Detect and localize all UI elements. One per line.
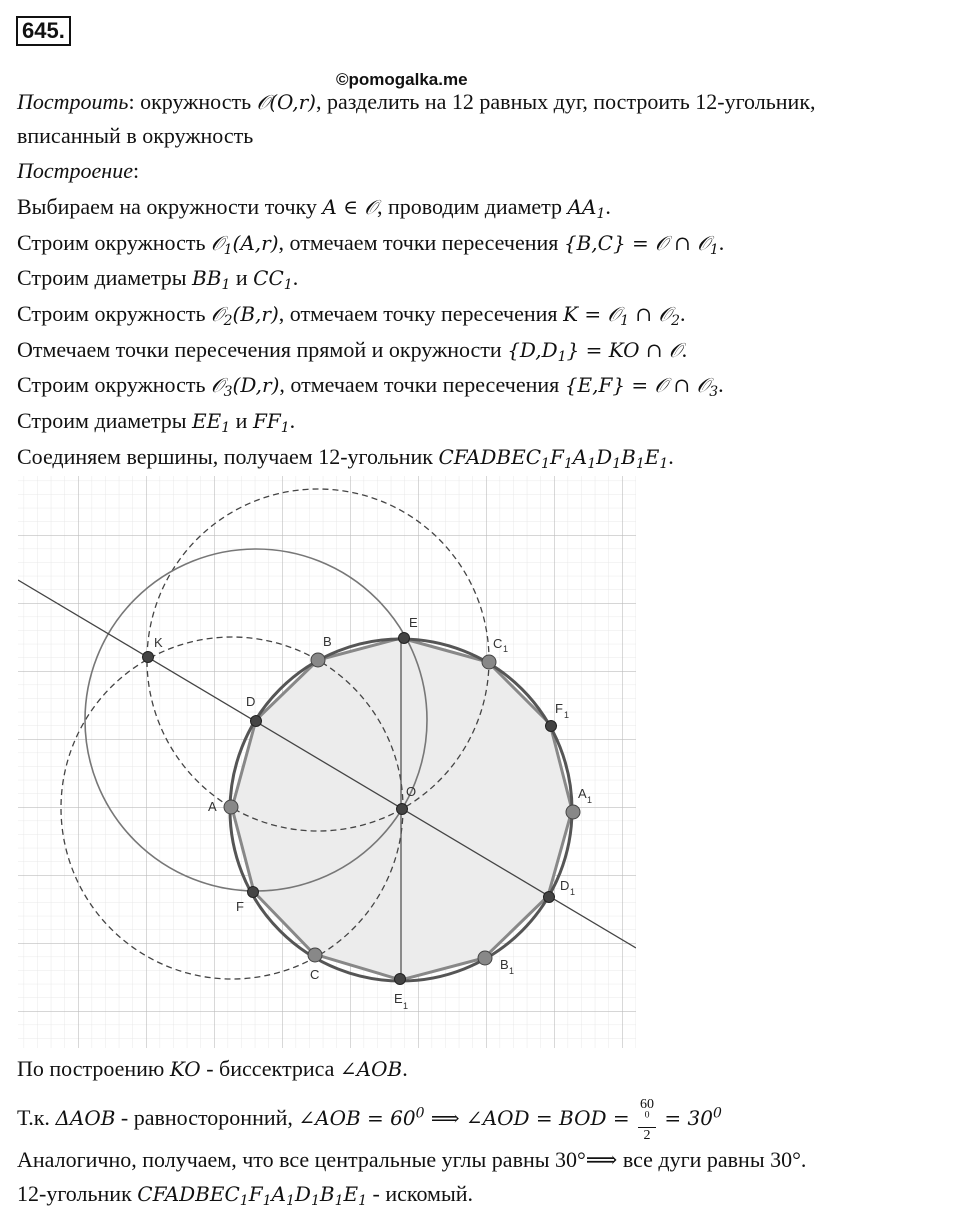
task-line-2: вписанный в окружность [17, 123, 254, 148]
fraction: 60 $^0$ 2 [640, 1097, 655, 1143]
conclusion-3: Аналогично, получаем, что все центральные углы равны 30°⟹ все дуги равны 30°. [17, 1147, 807, 1172]
task-line-1: Построить: окружность 𝒪(O,r), разделить на 12 равных дуг, построить 12-угольник, [17, 89, 816, 114]
label-e1: E [394, 991, 403, 1006]
step-8: Соединяем вершины, получаем 12-угольник $CFADBEC_1F_1A_1D_1B_1E_1$. [17, 444, 674, 473]
conclusion-1: По построению KO - биссектриса ∠AOB. [17, 1056, 408, 1081]
step-5: Отмечаем точки пересечения прямой и окружности $\{D,D_1\}$ = KO ∩ 𝒪. [17, 337, 688, 366]
label-d: D [246, 694, 256, 709]
label-a: A [208, 799, 217, 814]
point-c1 [482, 655, 496, 669]
construction-heading: Построение: [17, 158, 140, 183]
step-6: Строим окружность 𝒪$_3$(D,r), отмечаем точки пересечения {E,F} = 𝒪 ∩ 𝒪$_3$. [17, 372, 724, 401]
label-a1-sub: 1 [587, 795, 593, 805]
point-o [397, 804, 408, 815]
step-4: Строим окружность 𝒪$_2$(B,r), отмечаем точку пересечения K = 𝒪$_1$ ∩ 𝒪$_2$. [17, 301, 686, 330]
label-c: C [310, 967, 320, 982]
label-e: E [409, 615, 418, 630]
point-d [251, 716, 262, 727]
point-b1 [478, 951, 492, 965]
label-a1: A [578, 786, 587, 801]
point-k [143, 652, 154, 663]
point-f [248, 887, 259, 898]
step-3: Строим диаметры $BB_1$ и $CC_1$. [17, 265, 299, 294]
label-k: K [154, 635, 163, 650]
point-b [311, 653, 325, 667]
label-e1-sub: 1 [403, 1001, 409, 1011]
point-a [224, 800, 238, 814]
problem-number: 645. [16, 16, 71, 46]
point-e1 [395, 974, 406, 985]
label-f: F [236, 899, 244, 914]
step-7: Строим диаметры $EE_1$ и $FF_1$. [17, 408, 296, 437]
label-d1-sub: 1 [570, 887, 576, 897]
label-c1-sub: 1 [503, 644, 509, 654]
construction-figure [18, 476, 636, 1048]
point-f1 [546, 721, 557, 732]
watermark: ©pomogalka.me [336, 70, 468, 89]
label-b1: B [500, 957, 509, 972]
conclusion-4: 12-угольник $CFADBEC_1F_1A_1D_1B_1E_1$ - искомый. [17, 1181, 474, 1210]
step-1: Выбираем на окружности точку A ∈ 𝒪, проводим диаметр $AA_1$. [17, 194, 611, 223]
step-2: Строим окружность 𝒪$_1$(A,r), отмечаем точки пересечения {B,C} = 𝒪 ∩ 𝒪$_1$. [17, 230, 725, 259]
label-f1-sub: 1 [564, 710, 570, 720]
point-a1 [566, 805, 580, 819]
label-c1: C [493, 636, 503, 651]
label-f1: F [555, 701, 563, 716]
conclusion-2: Т.к. ΔAOB - равносторонний, ∠AOB = $60^0$ ⟹ ∠AOD = BOD = 60 $^0$ 2 = $30^0$ [17, 1097, 722, 1143]
point-d1 [544, 892, 555, 903]
label-o: O [406, 784, 417, 799]
point-e [399, 633, 410, 644]
label-b1-sub: 1 [509, 966, 515, 976]
label-b: B [323, 634, 332, 649]
point-c [308, 948, 322, 962]
label-d1: D [560, 878, 570, 893]
